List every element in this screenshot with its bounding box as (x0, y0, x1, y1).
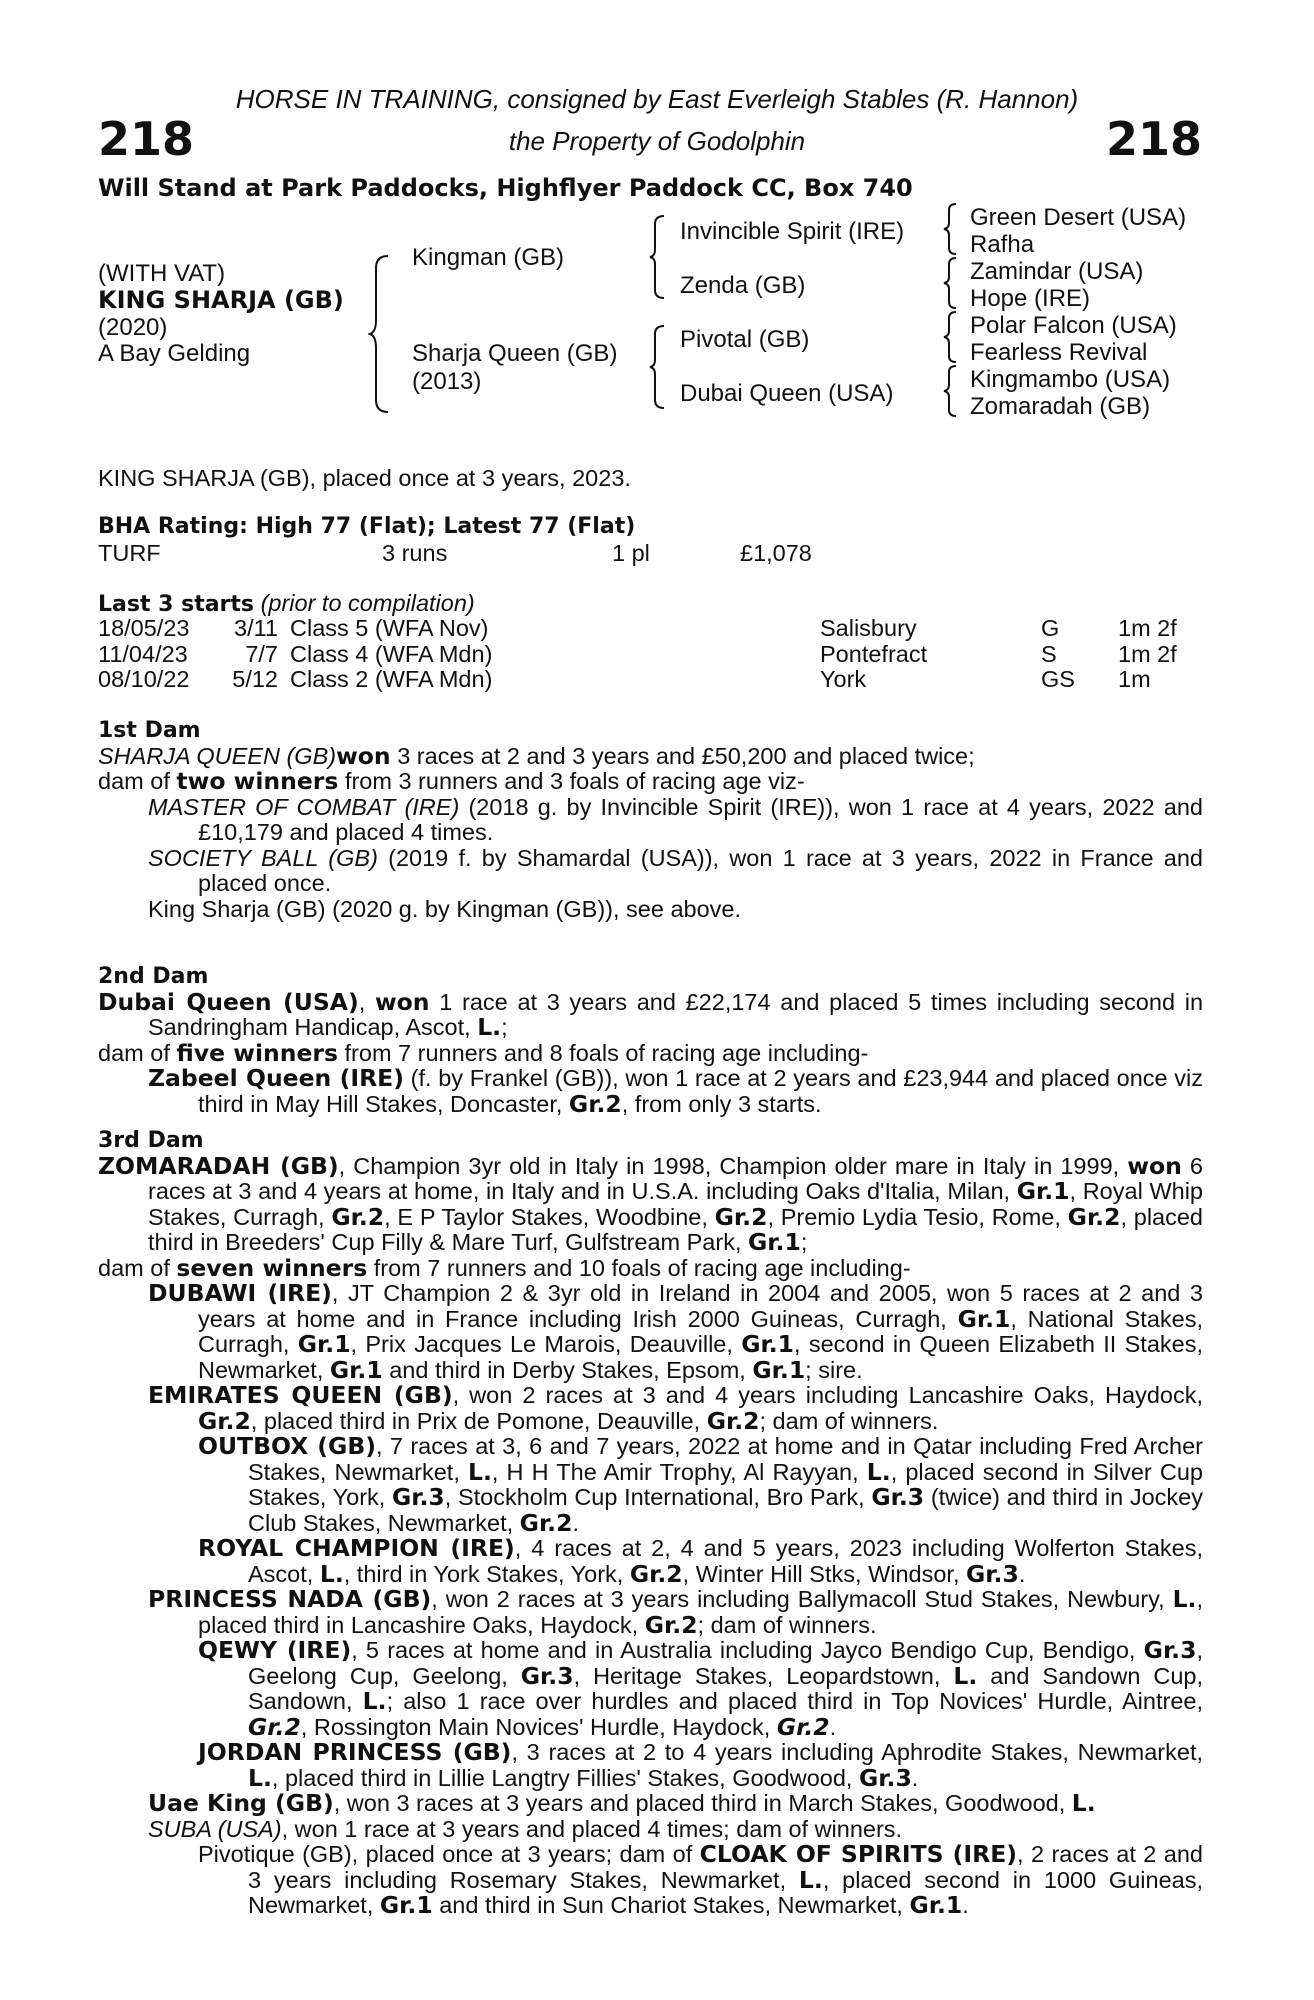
progeny-name: DUBAWI (IRE) (148, 1279, 332, 1307)
grade-listed: L. (866, 1457, 891, 1486)
pedigree-brace-sire (648, 214, 668, 300)
progeny-text: and third in Derby Stakes, Epsom, (382, 1356, 753, 1383)
record-text: 6 races at 3 and 4 years at home, in Italy and in U.S.A. including Oaks d'Italia, Milan, (148, 1152, 1203, 1204)
grade-label: Gr.2 (629, 1559, 683, 1588)
progeny-entry (98, 1281, 1203, 1383)
progeny-text: , 2 races at 2 and 3 years including Rosemary Stakes, Newmarket, (248, 1841, 1203, 1893)
grade-label: Gr.2 (568, 1089, 622, 1118)
pedigree-dam-year: (2013) (412, 368, 482, 395)
pedigree-gg-5: Polar Falcon (USA) (970, 312, 1177, 339)
progeny-text: ; dam of winners. (697, 1611, 877, 1638)
second-dam-name: Dubai Queen (USA) (98, 987, 359, 1016)
progeny-text: ; also 1 race over hurdles and placed third in Top Novices' Hurdle, Aintree, (386, 1688, 1203, 1714)
start-date: 08/10/22 (98, 666, 190, 692)
dam-of-text: from 3 runners and 3 foals of racing age viz- (338, 768, 805, 794)
progeny-text: ; dam of winners. (759, 1407, 939, 1434)
progeny-entry (98, 846, 1203, 897)
start-course: Pontefract (820, 640, 928, 667)
pedigree-brace-ds (942, 310, 960, 364)
progeny-text: , Heritage Stakes, Leopardstown, (573, 1662, 954, 1689)
grade-listed: L. (1172, 1585, 1197, 1613)
grade-label: Gr.3 (966, 1559, 1019, 1588)
grade-label: Gr.3 (858, 1763, 912, 1792)
horse-year: (2020) (98, 314, 168, 341)
third-dam-name: ZOMARADAH (GB) (98, 1151, 339, 1180)
pedigree-gg-3: Zamindar (USA) (970, 258, 1144, 285)
last-starts-note: (prior to compilation) (260, 590, 475, 616)
dam-of-label: dam of (98, 768, 177, 794)
start-date: 18/05/23 (98, 615, 190, 641)
start-distance: 1m 2f (1118, 615, 1177, 641)
horse-name: KING SHARJA (GB) (98, 286, 344, 314)
start-position: 5/12 (232, 666, 278, 692)
grade-label: Gr.1 (297, 1330, 351, 1358)
grade-label: Gr.3 (1143, 1636, 1197, 1664)
grade-label: Gr.2 (706, 1406, 760, 1435)
progeny-entry (98, 897, 1203, 923)
start-going: S (1041, 640, 1057, 667)
record-text: , Royal Whip Stakes, Curragh, (148, 1178, 1203, 1230)
progeny-text: , placed second in Silver Cup Stakes, York, (248, 1458, 1203, 1510)
grade-listed: L. (798, 1865, 823, 1894)
last-starts-title: Last 3 starts (98, 592, 255, 617)
progeny-name: ROYAL CHAMPION (IRE) (198, 1534, 515, 1562)
first-dam-title: 1st Dam (98, 718, 201, 743)
pedigree-brace-dd (942, 364, 960, 418)
progeny-text: and Sandown Cup, Sandown, (248, 1662, 1203, 1714)
pedigree-dam-dam: Dubai Queen (USA) (680, 380, 894, 407)
progeny-entry (98, 1434, 1203, 1536)
grade-label: Gr.1 (957, 1304, 1011, 1333)
record-text: , Champion 3yr old in Italy in 1998, Champion older mare in Italy in 1999, (338, 1152, 1128, 1179)
pedigree-gg-2: Rafha (970, 231, 1035, 258)
pedigree-brace-main (368, 254, 392, 414)
progeny-name: SOCIETY BALL (GB) (148, 844, 378, 871)
record-text: , E P Taylor Stakes, Woodbine, (384, 1203, 715, 1230)
grade-label: Gr.1 (741, 1330, 794, 1358)
progeny-text: and third in Sun Chariot Stakes, Newmarket, (432, 1892, 910, 1918)
winners-count: seven winners (176, 1253, 368, 1282)
grade-label: Gr.2 (198, 1406, 251, 1435)
pedigree-brace-ss (942, 202, 960, 256)
start-class: Class 2 (WFA Mdn) (290, 666, 493, 692)
rating-surface: TURF (98, 540, 161, 566)
third-dam-title: 3rd Dam (98, 1128, 204, 1153)
progeny-text: , placed third in Lancashire Oaks, Haydock, (198, 1586, 1204, 1638)
grade-label: Gr.2 (331, 1202, 385, 1231)
progeny-text: , Winter Hill Stks, Windsor, (682, 1560, 967, 1587)
vat-label: (WITH VAT) (98, 260, 226, 287)
start-distance: 1m 2f (1118, 640, 1177, 667)
progeny-entry (98, 1817, 1203, 1843)
progeny-text: , Stockholm Cup International, Bro Park, (444, 1484, 872, 1510)
progeny-text: , placed third in Prix de Pomone, Deauville, (250, 1407, 707, 1434)
won-label: won (336, 741, 391, 770)
dam-of-text: from 7 runners and 10 foals of racing age including- (367, 1254, 911, 1281)
record-text: , placed third in Breeders' Cup Filly & Mare Turf, Gulfstream Park, (148, 1203, 1203, 1255)
progeny-entry (98, 1066, 1203, 1117)
grade-listed: L. (319, 1559, 344, 1588)
progeny-text: , 3 races at 2 to 4 years including Aphrodite Stakes, Newmarket, (511, 1739, 1204, 1765)
bha-rating: BHA Rating: High 77 (Flat); Latest 77 (Flat) (98, 514, 636, 539)
progeny-text: Pivotique (GB), placed once at 3 years; dam of (198, 1841, 700, 1867)
horse-summary: KING SHARJA (GB), placed once at 3 years, 2023. (98, 465, 631, 491)
last-starts-heading (98, 590, 475, 617)
pedigree-gg-4: Hope (IRE) (970, 285, 1091, 312)
dam-of-label: dam of (98, 1254, 177, 1281)
third-dam-produce (98, 1253, 1203, 1282)
progeny-text: . (572, 1509, 579, 1536)
dam-of-text: from 7 runners and 8 foals of racing age including- (337, 1039, 869, 1066)
punctuation: ; (501, 1014, 508, 1040)
lot-number-right: 218 (1105, 112, 1202, 166)
pedigree-gg-7: Kingmambo (USA) (970, 366, 1171, 393)
progeny-entry (98, 795, 1203, 846)
record-text: ; (800, 1229, 808, 1255)
lot-number-left: 218 (98, 112, 195, 166)
progeny-entry (98, 1536, 1203, 1587)
progeny-entry (98, 1638, 1203, 1740)
second-dam-text: 1 race at 3 years and £22,174 and placed 5 times including second in Sandringham Handicap, Ascot, (148, 988, 1204, 1040)
dam-of-label: dam of (98, 1039, 177, 1066)
progeny-text: (f. by Frankel (GB)), won 1 race at 2 years and £23,944 and placed once viz third in May Hill Stakes, Doncaster, (198, 1065, 1204, 1117)
progeny-name: OUTBOX (GB) (198, 1432, 376, 1460)
grade-label: Gr.2 (519, 1508, 573, 1537)
progeny-text: , 5 races at home and in Australia including Jayco Bendigo Cup, Bendigo, (351, 1637, 1144, 1663)
progeny-text: . (911, 1764, 919, 1791)
grade-label: Gr.2 (714, 1202, 768, 1231)
start-class: Class 4 (WFA Mdn) (290, 640, 493, 667)
grade-listed: L. (467, 1457, 492, 1486)
start-course: York (820, 666, 867, 692)
pedigree-gg-1: Green Desert (USA) (970, 204, 1187, 231)
first-dam-text: 3 races at 2 and 3 years and £50,200 and placed twice; (390, 742, 975, 769)
grade-label: Gr.3 (871, 1483, 925, 1511)
second-dam-produce (98, 1038, 1203, 1067)
start-row (98, 642, 1203, 668)
first-dam-produce (98, 769, 1203, 795)
progeny-name: CLOAK OF SPIRITS (IRE) (699, 1840, 1018, 1868)
third-dam-section (98, 1128, 1203, 1919)
progeny-text: , third in York Stakes, York, (343, 1560, 630, 1587)
last-starts-table (98, 616, 1203, 693)
rating-runs: 3 runs (382, 540, 448, 566)
grade-label: Gr.2 (776, 1712, 830, 1741)
pedigree-brace-dam (648, 324, 668, 410)
pedigree-dam-sire: Pivotal (GB) (680, 326, 810, 353)
rating-placed: 1 pl (612, 540, 650, 566)
grade-listed: L. (953, 1661, 978, 1690)
rating-earnings: £1,078 (740, 540, 812, 566)
pedigree-sire-sire: Invincible Spirit (IRE) (680, 218, 905, 245)
grade-label: Gr.1 (748, 1228, 801, 1256)
pedigree-gg-8: Zomaradah (GB) (970, 393, 1151, 420)
progeny-text: . (1018, 1560, 1026, 1587)
winners-count: five winners (176, 1038, 338, 1067)
progeny-text: , won 2 races at 3 years including Ballymacoll Stud Stakes, Newbury, (431, 1586, 1173, 1612)
header-title: HORSE IN TRAINING, consigned by East Everleigh Stables (R. Hannon) (235, 84, 1079, 114)
progeny-name: Uae King (GB) (148, 1789, 334, 1817)
progeny-text: , 7 races at 3, 6 and 7 years, 2022 at home and in Qatar including Fred Archer Stakes, Newmarket, (248, 1433, 1204, 1485)
grade-label: Gr.3 (391, 1483, 445, 1511)
pedigree-dam: Sharja Queen (GB) (412, 340, 618, 367)
progeny-name: PRINCESS NADA (GB) (148, 1585, 432, 1613)
grade-listed: L. (1071, 1789, 1096, 1817)
progeny-name: MASTER OF COMBAT (IRE) (148, 793, 460, 820)
progeny-text: , won 2 races at 3 and 4 years including Lancashire Oaks, Haydock, (452, 1382, 1203, 1408)
pedigree-sire: Kingman (GB) (412, 244, 565, 271)
start-row (98, 667, 1203, 693)
second-dam-title: 2nd Dam (98, 964, 209, 989)
progeny-text: . (962, 1892, 969, 1918)
start-position: 7/7 (245, 640, 278, 667)
grade-label: Gr.2 (1067, 1202, 1121, 1231)
grade-label: Gr.3 (520, 1661, 574, 1690)
progeny-text: (2019 f. by Shamardal (USA)), won 1 race at 3 years, 2022 in France and placed once. (198, 844, 1203, 896)
progeny-text: , placed second in 1000 Guineas, Newmarket, (248, 1866, 1203, 1918)
progeny-entry (98, 1587, 1203, 1638)
grade-listed: L. (362, 1687, 387, 1715)
progeny-text: , H H The Amir Trophy, Al Rayyan, (491, 1458, 867, 1485)
first-dam-section (98, 718, 1203, 922)
grade-label: Gr.1 (752, 1355, 806, 1384)
start-row (98, 616, 1203, 642)
second-dam-section (98, 964, 1203, 1117)
progeny-text: , second in Queen Elizabeth II Stakes, Newmarket, (198, 1331, 1203, 1383)
progeny-text: , from only 3 starts. (621, 1090, 822, 1117)
start-position: 3/11 (234, 615, 278, 641)
start-class: Class 5 (WFA Nov) (290, 615, 489, 641)
progeny-text: , 4 races at 2, 4 and 5 years, 2023 including Wolferton Stakes, Ascot, (248, 1535, 1203, 1587)
progeny-entry (98, 1383, 1203, 1434)
progeny-text: , won 3 races at 3 years and placed third in March Stakes, Goodwood, (333, 1790, 1072, 1816)
progeny-name: SUBA (USA) (148, 1815, 282, 1842)
progeny-text: (2018 g. by Invincible Spirit (IRE)), won 1 race at 4 years, 2022 and £10,179 and placed 4 times. (198, 793, 1203, 845)
horse-description: A Bay Gelding (98, 340, 251, 367)
progeny-name: JORDAN PRINCESS (GB) (198, 1738, 512, 1766)
grade-label: Gr.1 (329, 1355, 383, 1384)
progeny-text: (twice) and third in Jockey Club Stakes, Newmarket, (248, 1484, 1203, 1536)
pedigree-gg-6: Fearless Revival (970, 339, 1148, 366)
progeny-entry (98, 1791, 1203, 1817)
won-label: won (1127, 1151, 1182, 1180)
progeny-entry (98, 1740, 1203, 1791)
header-subtitle: the Property of Godolphin (508, 126, 806, 156)
third-dam-record (98, 1151, 1203, 1256)
progeny-text: ; sire. (805, 1356, 863, 1383)
winners-count: two winners (176, 767, 339, 795)
progeny-text: , Rossington Main Novices' Hurdle, Haydock, (300, 1713, 777, 1740)
grade-label: Gr.1 (909, 1891, 963, 1919)
progeny-entry (98, 1842, 1203, 1919)
grade-label: Gr.1 (379, 1891, 433, 1919)
start-going: GS (1041, 666, 1075, 692)
start-date: 11/04/23 (98, 640, 188, 667)
grade-listed: L. (477, 1013, 502, 1041)
first-dam-record (98, 741, 1203, 770)
start-distance: 1m (1118, 666, 1151, 692)
progeny-text: , JT Champion 2 & 3yr old in Ireland in 2004 and 2005, won 5 races at 2 and 3 years at home and in France including Irish 2000 Guineas, Curragh, (198, 1280, 1203, 1332)
record-text: , Premio Lydia Tesio, Rome, (767, 1203, 1068, 1230)
progeny-name: EMIRATES QUEEN (GB) (148, 1381, 453, 1409)
progeny-text: , Prix Jacques Le Marois, Deauville, (350, 1331, 742, 1357)
progeny-text: King Sharja (GB) (2020 g. by Kingman (GB)), see above. (148, 895, 742, 922)
progeny-text: . (829, 1713, 837, 1740)
progeny-text: , won 1 race at 3 years and placed 4 times; dam of winners. (281, 1815, 903, 1842)
progeny-text: , National Stakes, Curragh, (198, 1305, 1203, 1357)
won-label: won (374, 987, 430, 1016)
pedigree-brace-sd (942, 256, 960, 310)
grade-label: Gr.2 (644, 1610, 698, 1639)
grade-label: Gr.1 (1016, 1177, 1070, 1205)
second-dam-record: Dubai Queen (USA), won 1 race at 3 years and £22,174 and placed 5 times including second in Sandringham Handicap, Ascot, L.; (98, 987, 1204, 1041)
grade-listed: L. (248, 1763, 272, 1792)
progeny-text: , Geelong Cup, Geelong, (248, 1637, 1203, 1689)
progeny-name: QEWY (IRE) (198, 1636, 352, 1664)
start-course: Salisbury (820, 615, 917, 641)
progeny-name: Zabeel Queen (IRE) (148, 1064, 404, 1092)
grade-label: Gr.2 (248, 1712, 301, 1741)
stand-location: Will Stand at Park Paddocks, Highflyer Paddock CC, Box 740 (98, 174, 913, 202)
start-going: G (1041, 615, 1060, 641)
progeny-text: , placed third in Lillie Langtry Fillies' Stakes, Goodwood, (271, 1764, 859, 1791)
first-dam-name: SHARJA QUEEN (GB) (98, 742, 337, 769)
pedigree-sire-dam: Zenda (GB) (680, 272, 806, 299)
